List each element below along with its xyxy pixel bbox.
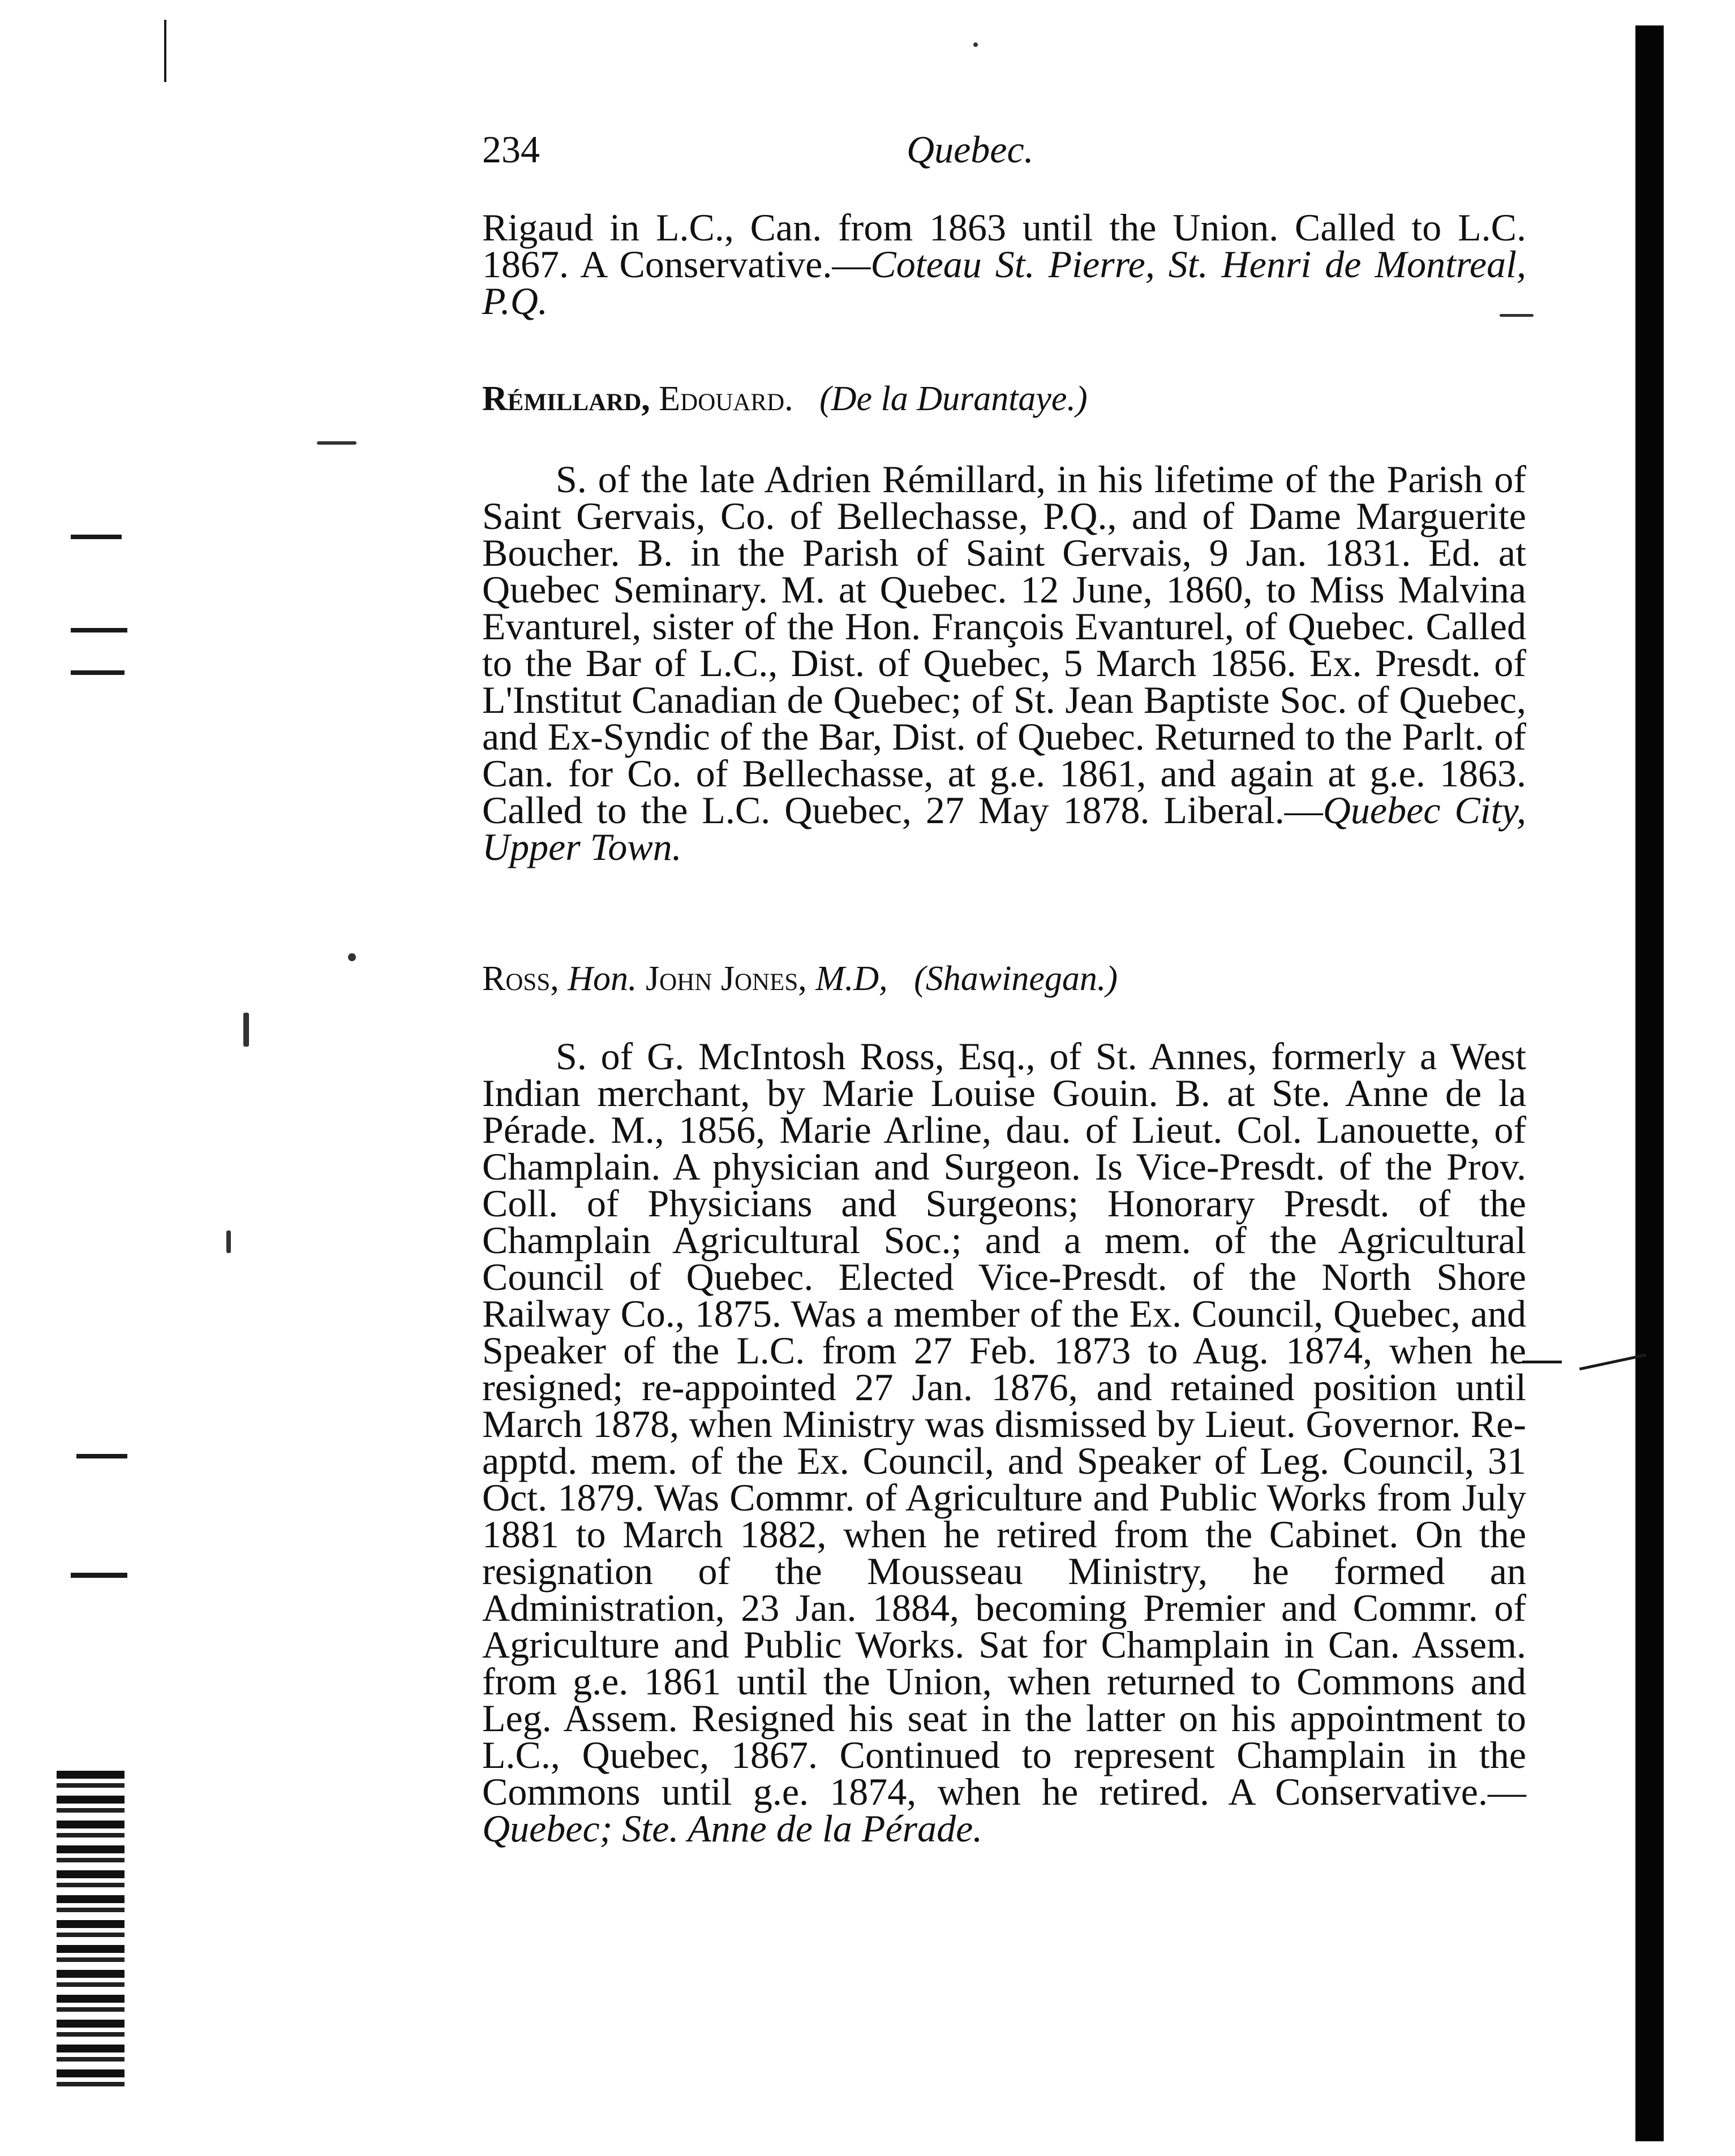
continuation-text: Rigaud in L.C., Can. from 1863 until the Union. Called to L.C. 1867. A Conservative.—: [482, 206, 1526, 286]
entry-given-name: Edouard.: [659, 380, 793, 418]
scan-speck: [317, 441, 357, 445]
scan-border-bar: [1635, 25, 1664, 2141]
entry-heading-remillard: [482, 379, 1526, 419]
scan-speck: [973, 42, 978, 47]
entry-body-ross: [482, 1035, 1526, 1850]
entry-surname: Rémillard,: [482, 380, 650, 418]
scan-mark: [164, 20, 166, 82]
continuation-paragraph: [482, 206, 1526, 322]
scan-speck: [348, 953, 356, 961]
entry-suffix: M.D,: [815, 959, 888, 998]
entry-address: Quebec; Ste. Anne de la Pérade.: [482, 1807, 983, 1850]
page-header: [482, 127, 1546, 178]
scan-barcode-strip: [57, 1771, 124, 2088]
entry-address: Quebec City, Upper Town.: [482, 789, 1526, 868]
entry-heading-ross: [482, 959, 1526, 999]
entry-body-text: S. of G. McIntosh Ross, Esq., of St. Annes, formerly a West Indian merchant, by Marie Louise Gouin. B. at Ste. Anne de la Pérade. M., 1856, Marie Arline, dau. of Lieut. Col. Lanouette, of Champlain. A physician and Surgeon. Is Vice-Presdt. of the Prov. Coll. of Physicians and Surgeons; Honorary Presdt. of the Champlain Agricultural Soc.; and a mem. of the Agricultural Council of Quebec. Elected Vice-Presdt. of the North Shore Railway Co., 1875. Was a member of the Ex. Council, Quebec, and Speaker of the L.C. from 27 Feb. 1873 to Aug. 1874, when he resigned; re-appointed 27 Jan. 1876, and retained position until March 1878, when Ministry was dismissed by Lieut. Governor. Re-apptd. mem. of the Ex. Council, and Speaker of Leg. Council, 31 Oct. 1879. Was Commr. of Agriculture and Public Works from July 1881 to March 1882, when he retired from the Cabinet. On the resignation of the Mousseau Ministry, he formed an Administration, 23 Jan. 1884, becoming Premier and Commr. of Agriculture and Public Works. Sat for Champlain in Can. Assem. from g.e. 1861 until the Union, when returned to Commons and Leg. Assem. Resigned his seat in the latter on his appointment to L.C., Quebec, 1867. Continued to represent Champlain in the Commons until g.e. 1874, when he retired. A Conservative.—: [482, 1035, 1526, 1813]
entry-honorific: Hon.: [568, 959, 637, 998]
scan-mark: [71, 535, 122, 539]
scan-mark: [71, 1573, 127, 1578]
scan-speck: [243, 1013, 249, 1047]
scan-mark: [76, 1454, 127, 1458]
scan-mark: [1522, 1361, 1562, 1363]
running-title: Quebec.: [907, 128, 1034, 171]
page-number: 234: [482, 128, 540, 171]
entry-body-text: S. of the late Adrien Rémillard, in his lifetime of the Parish of Saint Gervais, Co. of Bellechasse, P.Q., and of Dame Marguerite Boucher. B. in the Parish of Saint Gervais, 9 Jan. 1831. Ed. at Quebec Seminary. M. at Quebec. 12 June, 1860, to Miss Malvina Evanturel, sister of the Hon. François Evanturel, of Quebec. Called to the Bar of L.C., Dist. of Quebec, 5 March 1856. Ex. Presdt. of L'Institut Canadian de Quebec; of St. Jean Baptiste Soc. of Quebec, and Ex-Syndic of the Bar, Dist. of Quebec. Returned to the Parlt. of Can. for Co. of Bellechasse, at g.e. 1861, and again at g.e. 1863. Called to the L.C. Quebec, 27 May 1878. Liberal.—: [482, 458, 1526, 832]
scan-mark: [71, 670, 124, 675]
continuation-address: Coteau St. Pierre, St. Henri de Montreal, P.Q.: [482, 243, 1526, 322]
scan-speck: [226, 1230, 231, 1253]
entry-division: (De la Durantaye.): [819, 380, 1088, 418]
entry-division: (Shawinegan.): [914, 959, 1118, 998]
entry-body-remillard: [482, 458, 1526, 868]
entry-given-name: John Jones,: [646, 959, 807, 998]
scan-mark: [71, 628, 127, 632]
entry-surname: Ross,: [482, 959, 559, 998]
